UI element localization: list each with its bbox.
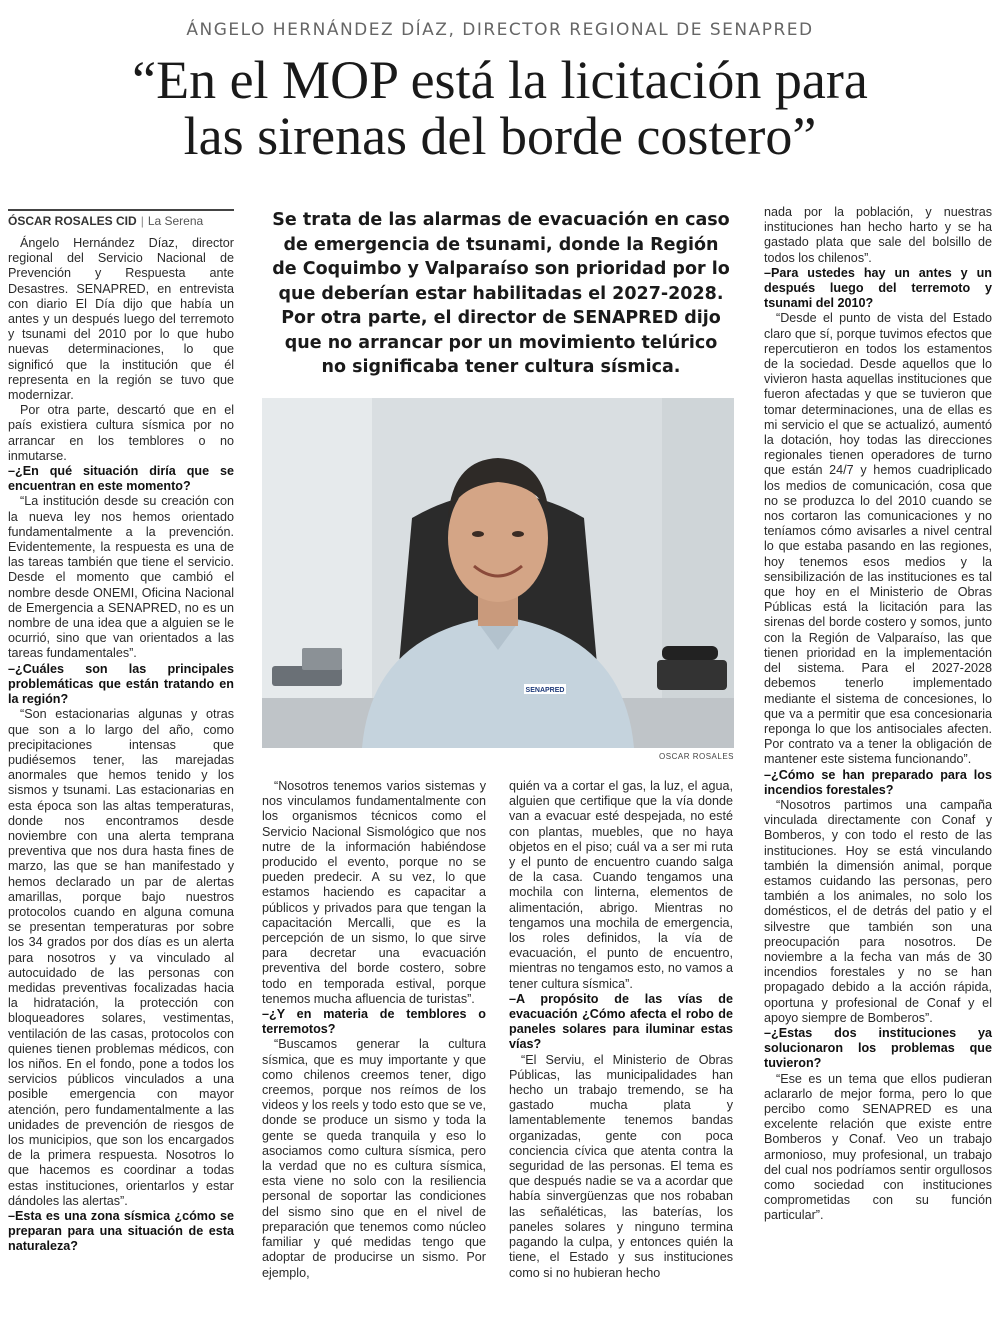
body-paragraph: “Buscamos generar la cultura sísmica, que es muy importante y que como chilenos creemos tener, digo creemos, porque nos reímos de los videos y los reels y todo esto que se ve, donde se produce un sismo y toda la gente se queda tranquila y eso lo asociamos como cultura sísmica, pero la verdad que no es cultura sísmica, esta viene no solo con la resiliencia personal de soportar las condiciones del sismo sino que en el nivel de preparación que tenemos como núcleo familiar y qué medidas tengo que adoptar de producirse un sismo. Por ejemplo,	[262, 1037, 486, 1280]
photo-credit: OSCAR ROSALES	[659, 752, 734, 761]
body-paragraph: “El Serviu, el Ministerio de Obras Públicas, las municipalidades han hecho un trabajo tremendo, se ha gastado mucha plata y lamentablemente tenemos bandas organizadas, gente con poca conciencia cívica que atenta contra la seguridad de las personas. El tema es que después nadie se va a acordar que había sinvergüenzas que nos robaban las señaléticas, las baterías, los paneles solares y ninguno termina pagando la culpa, y entonces quién la tiene, el Estado y sus instituciones como si no hubieran hecho	[509, 1052, 733, 1280]
body-paragraph: quién va a cortar el gas, la luz, el agua, alguien que certifique que la vía donde van a evacuar esté despejada, no esté con plantas, muebles, que no haya objetos en el piso; cuál va a ser mi ruta y el punto de encuentro cuando salga de la casa. Cuando tengamos una mochila con linterna, elementos de alimentación, abrigo. Mientras no tengamos una mochila de emergencia, los roles definidos, la vía de evacuación, el punto de encuentro, mientras no tengamos esto, no vamos a tener cultura sísmica”.	[509, 779, 734, 991]
body-paragraph: “Nosotros partimos una campaña vinculada directamente con Conaf y Bomberos, y con todo el resto de las instituciones. Hoy se está vinculando también la dimensión animal, porque estamos cuidando las personas, pero también a los animales, no solo los domésticos, el de detrás del patio y el silvestre que también son una preocupación para nosotros. De noviembre a la fecha van más de 30 incendios forestales y no se han propagado debido a la acción rápida, oportuna y profesional de Conaf y el apoyo siempre de Bomberos”.	[764, 797, 992, 1025]
column-1	[8, 236, 234, 1255]
portrait-photo	[262, 398, 734, 748]
headline-line-2: las sirenas del borde costero”	[183, 106, 817, 166]
interview-question: – ¿Cuáles son las principales problemáticas que están tratando en la región?	[8, 662, 234, 708]
body-paragraph: “Nosotros tenemos varios sistemas y nos vinculamos fundamentalmente con los organismos técnicos como el Servicio Nacional Sismológico que nos nutre de la información habiéndose producido el evento, porque no se pueden predecir. A su vez, lo que estamos haciendo es capacitar a públicos y privados para que tengan la capacitación Mercalli, que es la percepción de un sismo, lo que sirve para decretar una evacuación preventiva del borde costero, sobre todo en temporada estival, porque tenemos mucha afluencia de turistas”.	[262, 779, 486, 1006]
body-paragraph: Ángelo Hernández Díaz, director regional del Servicio Nacional de Prevención y Respuesta ante Desastres. SENAPRED, en entrevista con diario El Día dijo que había un antes y un después luego del terremoto y tsunami del 2010 por lo que hubo nuevas determinaciones, lo que significó que la institución que él representa en la región se tuvo que modernizar.	[8, 236, 234, 403]
body-paragraph: nada por la población, y nuestras instituciones han hecho harto y se ha gastado plata que sale del bolsillo de todos los chilenos”.	[764, 205, 992, 265]
byline-author: ÓSCAR ROSALES CID	[8, 214, 137, 228]
byline-separator: |	[140, 214, 144, 228]
kicker: ÁNGELO HERNÁNDEZ DÍAZ, DIRECTOR REGIONAL DE SENAPRED	[186, 20, 814, 40]
column-4	[764, 205, 992, 1224]
body-paragraph: “Son estacionarias algunas y otras que son a lo largo del año, como precipitaciones intensas que pudiésemos tener, las marejadas anormales que hemos tenido y los sismos y tsunami. Las estacionarias en esta época son las altas temperaturas, donde nos encontramos desde noviembre con una alerta temprana preventiva que nos dura hasta fines de marzo, las que se han manifestado y hemos declarado un par de alertas amarillas, porque bajo nuestros protocolos cuando en alguna comuna se presentan temperaturas por sobre los 34 grados por dos días es un alerta para nosotros y va vinculado al autocuidado de las personas con medidas preventivas focalizadas hacia la hidratación, la protección con bloqueadores solares, vestimentas, ventilación de las casas, protocolos con quienes tienen problemas médicos, con los niños. En el fondo, pone a todos los servicios públicos vinculados a una posible emergencia con mayor atención, pero fundamentalmente a las unidades de prevención de riesgos de los municipios, que son los encargados de la primera respuesta. Nosotros lo que hacemos es coordinar a todas estas instituciones, orientarlos y estar dándoles las alertas”.	[8, 707, 234, 1208]
column-2	[262, 779, 486, 1281]
interview-question: – ¿Y en materia de temblores o terremotos?	[262, 1007, 486, 1037]
byline	[8, 209, 234, 228]
body-paragraph: Por otra parte, descartó que en el país existiera cultura sísmica por no arrancar en los temblores o no inmutarse.	[8, 403, 234, 463]
interview-question: – A propósito de las vías de evacuación ¿Cómo afecta el robo de paneles solares para iluminar estas vías?	[509, 992, 733, 1053]
portrait-illustration	[262, 398, 734, 748]
interview-question: – Para ustedes hay un antes y un después luego del terremoto y tsunami del 2010?	[764, 266, 992, 312]
interview-question: – ¿En qué situación diría que se encuentran en este momento?	[8, 464, 234, 494]
headline-line-1: “En el MOP está la licitación para	[132, 50, 868, 110]
body-paragraph: “La institución desde su creación con la nueva ley nos hemos orientado fundamentalmente a la prevención. Evidentemente, la respuesta es una de las tareas también que tiene el servicio. Desde el momento que cambió el nombre desde ONEMI, Oficina Nacional de Emergencia a SENAPRED, no es un nombre de una idea que a alguien se le ocurrió, sino que van orientados a las tareas fundamentales”.	[8, 494, 234, 661]
interview-question: – ¿Cómo se han preparado para los incendios forestales?	[764, 768, 992, 798]
interview-question: – Esta es una zona sísmica ¿cómo se preparan para una situación de esta naturaleza?	[8, 1209, 234, 1255]
headline	[0, 52, 1000, 164]
lead-paragraph: Se trata de las alarmas de evacuación en caso de emergencia de tsunami, donde la Región de Coquimbo y Valparaíso son prioridad por lo que deberían estar habilitadas el 2027-2028. Por otra parte, el director de SENAPRED dijo que no arrancar por un movimiento telúrico no significaba tener cultura sísmica.	[272, 210, 730, 377]
interview-question: – ¿Estas dos instituciones ya solucionaron los problemas que tuvieron?	[764, 1026, 992, 1072]
body-paragraph: “Desde el punto de vista del Estado claro que sí, porque tuvimos efectos que repercutieron en todos los estamentos de la sociedad. Desde aquellos que lo vivieron hasta aquellas instituciones que fueron afectadas y que se tuvieron que tomar determinaciones, una de ellas es mi servicio el que se actualizó, aumentó la dotación, hoy todas las direcciones regionales tienen operadores de turno que están 24/7 y hemos cuadriplicado los medios de comunicación, cosa que no se produzca lo del 2010 cuando se nos cortaron las comunicaciones y no teníamos cómo avisarles a nivel central lo que estaba pasando en las regiones, hoy tenemos esos medios y la sensibilización de las instituciones es tal que hoy en el Ministerio de Obras Públicas está la licitación para las sirenas del borde costero y somos, junto con la Región de Valparaíso, las que tienen prioridad en la implementación del sistema. Para el 2027-2028 debemos tenerlo implementado mediante el sistema de concesiones, lo que va a permitir que esa concesionaria reponga lo que los antisociales afecten. Por contrato va a tener la obligación de mantener este sistema funcionando”.	[764, 311, 992, 767]
shirt-badge: SENAPRED	[525, 687, 565, 694]
byline-place: La Serena	[147, 214, 204, 228]
column-3	[509, 779, 733, 1281]
body-paragraph: “Ese es un tema que ellos pudieran aclararlo de mejor forma, pero lo que percibo como SENAPRED es una excelente relación que existe entre Bomberos y Conaf. Veo un trabajo armonioso, muy profesional, un trabajo del cual nos podríamos sentir orgullosos como sociedad con instituciones comprometidas con su función particular”.	[764, 1071, 992, 1223]
